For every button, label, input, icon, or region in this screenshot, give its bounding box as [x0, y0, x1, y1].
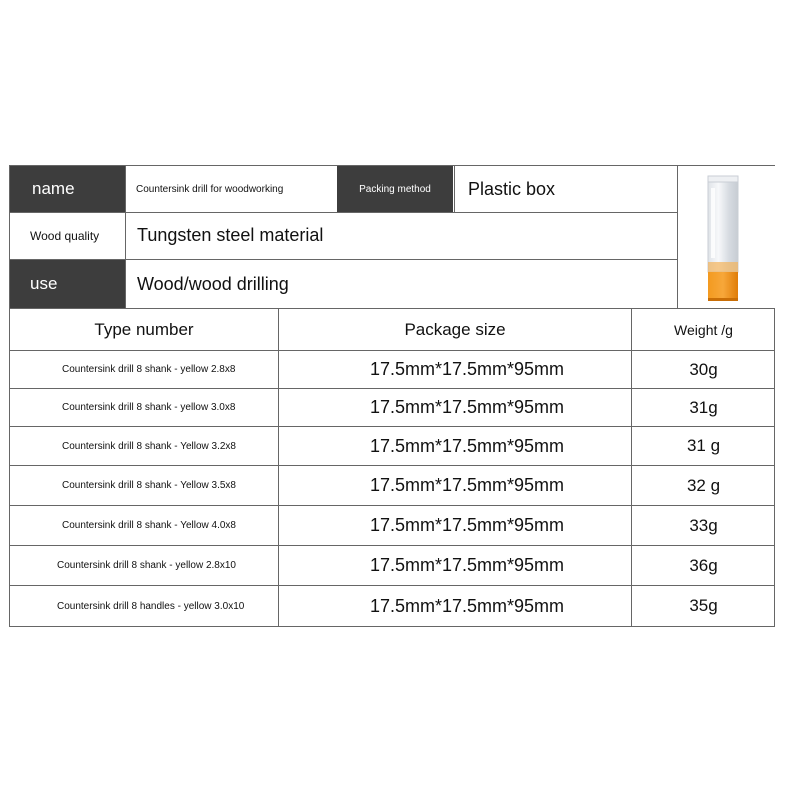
wood-quality-value: Tungsten steel material — [137, 225, 324, 245]
header-type-number: Type number — [94, 319, 194, 339]
table-row-7-package: 17.5mm*17.5mm*95mm — [369, 595, 565, 616]
packing-method-value: Plastic box — [468, 178, 556, 199]
table-row-5-type: Countersink drill 8 shank - Yellow 4.0x8 — [62, 520, 236, 531]
table-row-5-weight: 33g — [689, 515, 718, 535]
table-row-5-package: 17.5mm*17.5mm*95mm — [369, 515, 565, 535]
table-row-1-type: Countersink drill 8 shank - yellow 2.8x8 — [62, 364, 236, 375]
table-row-4-weight: 32 g — [686, 475, 721, 495]
header-weight: Weight /g — [674, 321, 733, 338]
packing-method-label: Packing method — [337, 166, 453, 212]
wood-quality-label: Wood quality — [30, 228, 100, 243]
table-row-3-package: 17.5mm*17.5mm*95mm — [369, 435, 565, 456]
table-row-7-type: Countersink drill 8 handles - yellow 3.0x10 — [57, 600, 245, 612]
name-label: name — [10, 166, 125, 212]
table-row-4-type: Countersink drill 8 shank - Yellow 3.5x8 — [62, 480, 236, 491]
table-row-6-package: 17.5mm*17.5mm*95mm — [369, 555, 565, 575]
table-row-3-weight: 31 g — [686, 436, 721, 455]
product-image — [680, 166, 775, 308]
table-row-2-package: 17.5mm*17.5mm*95mm — [369, 397, 565, 417]
name-value: Countersink drill for woodworking — [136, 183, 284, 195]
table-row-2-weight: 31g — [689, 397, 718, 417]
use-value: Wood/wood drilling — [137, 273, 289, 294]
table-row-7-weight: 35g — [689, 596, 718, 615]
table-row-4-package: 17.5mm*17.5mm*95mm — [369, 475, 565, 495]
table-row-3-type: Countersink drill 8 shank - Yellow 3.2x8 — [62, 440, 236, 452]
table-row-1-weight: 30g — [689, 359, 718, 379]
table-row-6-type: Countersink drill 8 shank - yellow 2.8x10 — [57, 560, 236, 571]
header-package-size: Package size — [404, 319, 506, 339]
table-row-1-package: 17.5mm*17.5mm*95mm — [369, 359, 565, 379]
table-row-2-type: Countersink drill 8 shank - yellow 3.0x8 — [62, 402, 236, 413]
table-row-6-weight: 36g — [689, 555, 718, 575]
use-label: use — [10, 260, 125, 308]
